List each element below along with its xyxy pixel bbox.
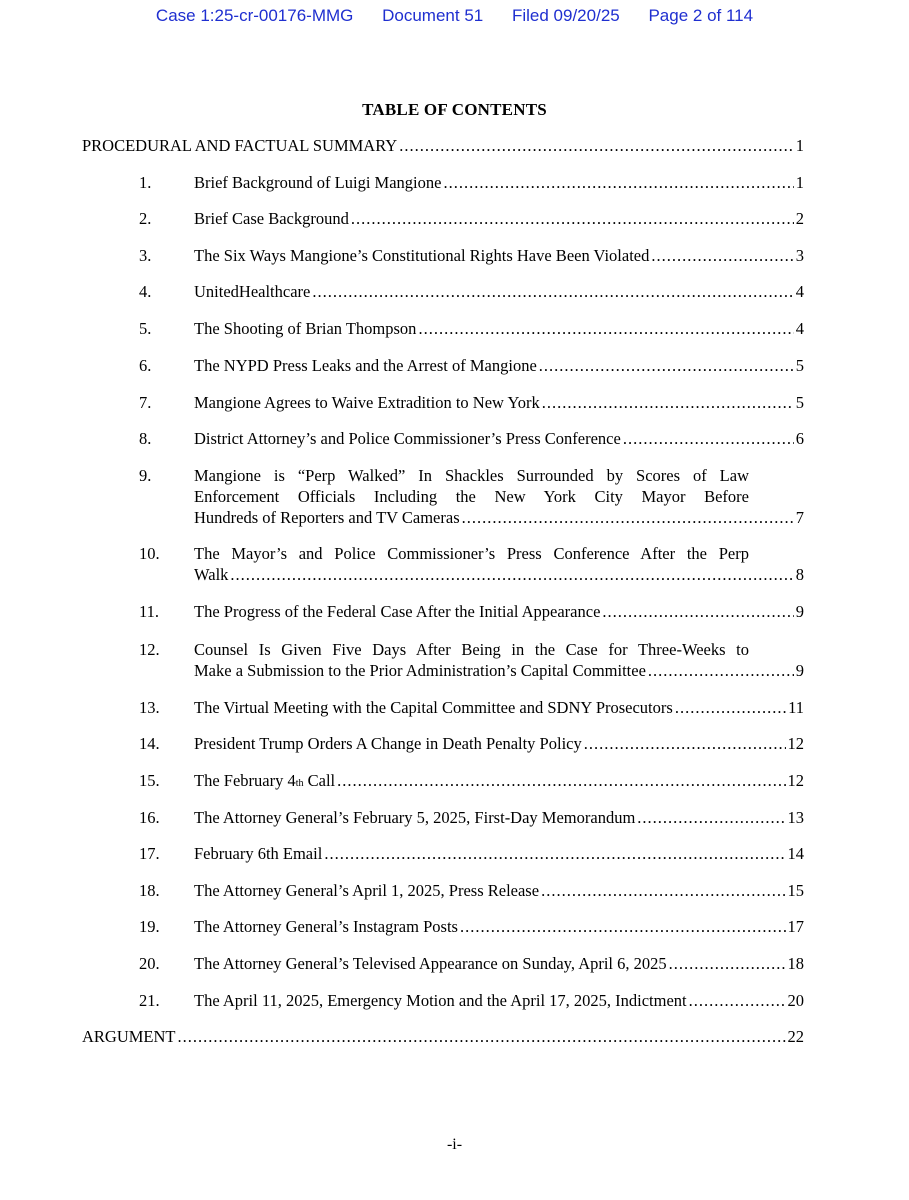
toc-entry-text: Counsel Is Given Five Days After Being in the Case for Three-Weeks to xyxy=(194,640,749,659)
toc-page-number: 5 xyxy=(795,356,804,375)
dot-leader xyxy=(312,281,793,302)
toc-page-number: 15 xyxy=(787,881,804,900)
dot-leader xyxy=(584,733,786,754)
dot-leader xyxy=(542,392,794,413)
dot-leader xyxy=(178,1026,786,1047)
toc-entry-text: The Mayor’s and Police Commissioner’s Press Conference After the Perp xyxy=(194,544,749,563)
toc-page-number: 11 xyxy=(788,698,804,717)
page-footer: -i- xyxy=(446,1136,463,1153)
toc-entry-text: President Trump Orders A Change in Death Penalty Policy xyxy=(194,734,582,753)
case-number: Case 1:25-cr-00176-MMG xyxy=(155,6,354,25)
toc-page-number: 7 xyxy=(795,508,804,527)
toc-entry-number: 2. xyxy=(139,209,152,228)
toc-entry-number: 12. xyxy=(139,640,160,659)
toc-entry-text: The Progress of the Federal Case After the Initial Appearance xyxy=(194,602,601,621)
toc-entry-number: 4. xyxy=(139,282,152,301)
toc-entry-text: District Attorney’s and Police Commissioner’s Press Conference xyxy=(194,429,621,448)
toc-entry-text: The April 11, 2025, Emergency Motion and the April 17, 2025, Indictment xyxy=(194,991,687,1010)
toc-entry-number: 8. xyxy=(139,429,152,448)
toc-page-number: 13 xyxy=(787,808,804,827)
toc-page-number: 9 xyxy=(795,602,804,621)
toc-page-number: 5 xyxy=(795,393,804,412)
dot-leader xyxy=(324,843,785,864)
toc-entry-text: The Attorney General’s April 1, 2025, Press Release xyxy=(194,881,540,900)
toc-entry-text: Mangione is “Perp Walked” In Shackles Surrounded by Scores of Law xyxy=(194,466,749,485)
toc-page-number: 17 xyxy=(787,917,804,936)
toc-entry-text: PROCEDURAL AND FACTUAL SUMMARY xyxy=(82,136,398,155)
dot-leader xyxy=(689,990,786,1011)
dot-leader xyxy=(462,507,794,528)
dot-leader xyxy=(623,428,794,449)
dot-leader xyxy=(651,245,793,266)
toc-entry-text: Brief Case Background xyxy=(194,209,349,228)
toc-page-number: 6 xyxy=(795,429,804,448)
toc-entry-text: The Six Ways Mangione’s Constitutional Rights Have Been Violated xyxy=(194,246,650,265)
toc-entry-number: 21. xyxy=(139,991,160,1010)
toc-page-number: 4 xyxy=(795,282,804,301)
dot-leader xyxy=(351,208,794,229)
toc-page-number: 12 xyxy=(787,771,804,790)
dot-leader xyxy=(669,953,786,974)
toc-entry-number: 20. xyxy=(139,954,160,973)
dot-leader xyxy=(637,807,785,828)
toc-entry-text-suffix: Call xyxy=(303,771,336,790)
toc-entry-text: The Attorney General’s Instagram Posts xyxy=(194,917,458,936)
toc-entry-text: Brief Background of Luigi Mangione xyxy=(194,173,442,192)
toc-page-number: 12 xyxy=(787,734,804,753)
toc-entry-number: 19. xyxy=(139,917,160,936)
toc-entry-text: ARGUMENT xyxy=(82,1027,176,1046)
toc-entry-number: 10. xyxy=(139,544,160,563)
toc-entry-number: 14. xyxy=(139,734,160,753)
page-title: TABLE OF CONTENTS xyxy=(362,100,547,119)
toc-page-number: 22 xyxy=(787,1027,804,1046)
toc-page-number: 1 xyxy=(795,136,804,155)
toc-entry-text: The Attorney General’s February 5, 2025, First-Day Memorandum xyxy=(194,808,636,827)
dot-leader xyxy=(418,318,793,339)
toc-entry-text: The Shooting of Brian Thompson xyxy=(194,319,417,338)
toc-entry-text: Enforcement Officials Including the New York City Mayor Before xyxy=(194,487,749,506)
document-number: Document 51 xyxy=(382,6,484,25)
toc-entry-number: 5. xyxy=(139,319,152,338)
dot-leader xyxy=(648,660,794,681)
dot-leader xyxy=(443,172,793,193)
toc-entry-number: 3. xyxy=(139,246,152,265)
toc-page-number: 14 xyxy=(787,844,804,863)
toc-page-number: 3 xyxy=(795,246,804,265)
dot-leader xyxy=(602,601,793,622)
toc-entry-text: Walk xyxy=(194,565,229,584)
dot-leader xyxy=(460,916,786,937)
toc-entry-text: Mangione Agrees to Waive Extradition to New York xyxy=(194,393,540,412)
dot-leader xyxy=(399,135,794,156)
dot-leader xyxy=(675,697,786,718)
filed-date: Filed 09/20/25 xyxy=(511,6,620,25)
dot-leader xyxy=(541,880,785,901)
toc-entry-number: 9. xyxy=(139,466,152,485)
page-count: Page 2 of 114 xyxy=(648,6,754,25)
toc-entry-text: Hundreds of Reporters and TV Cameras xyxy=(194,508,460,527)
toc-entry-text: The Attorney General’s Televised Appearance on Sunday, April 6, 2025 xyxy=(194,954,667,973)
toc-page-number: 1 xyxy=(795,173,804,192)
toc-page-number: 8 xyxy=(795,565,804,584)
dot-leader xyxy=(230,564,793,585)
dot-leader xyxy=(337,770,785,791)
toc-page-number: 20 xyxy=(787,991,804,1010)
toc-entry-text: February 6th Email xyxy=(194,844,323,863)
toc-entry-number: 7. xyxy=(139,393,152,412)
toc-entry-number: 6. xyxy=(139,356,152,375)
toc-page-number: 2 xyxy=(795,209,804,228)
toc-entry-number: 1. xyxy=(139,173,152,192)
dot-leader xyxy=(539,355,794,376)
toc-entry-number: 18. xyxy=(139,881,160,900)
toc-entry-number: 17. xyxy=(139,844,160,863)
ecf-header xyxy=(0,6,909,26)
toc-entry-number: 11. xyxy=(139,602,160,621)
toc-entry-number: 15. xyxy=(139,771,160,790)
toc-page-number: 18 xyxy=(787,954,804,973)
toc-entry-text: Make a Submission to the Prior Administration’s Capital Committee xyxy=(194,661,646,680)
toc-page-number: 4 xyxy=(795,319,804,338)
toc-entry-number: 16. xyxy=(139,808,160,827)
toc-entry-text: The NYPD Press Leaks and the Arrest of Mangione xyxy=(194,356,537,375)
toc-entry-text: UnitedHealthcare xyxy=(194,282,311,301)
toc-entry-text: The Virtual Meeting with the Capital Committee and SDNY Prosecutors xyxy=(194,698,673,717)
toc-entry-number: 13. xyxy=(139,698,160,717)
toc-page-number: 9 xyxy=(795,661,804,680)
toc-entry-text: The February 4 xyxy=(194,771,296,790)
